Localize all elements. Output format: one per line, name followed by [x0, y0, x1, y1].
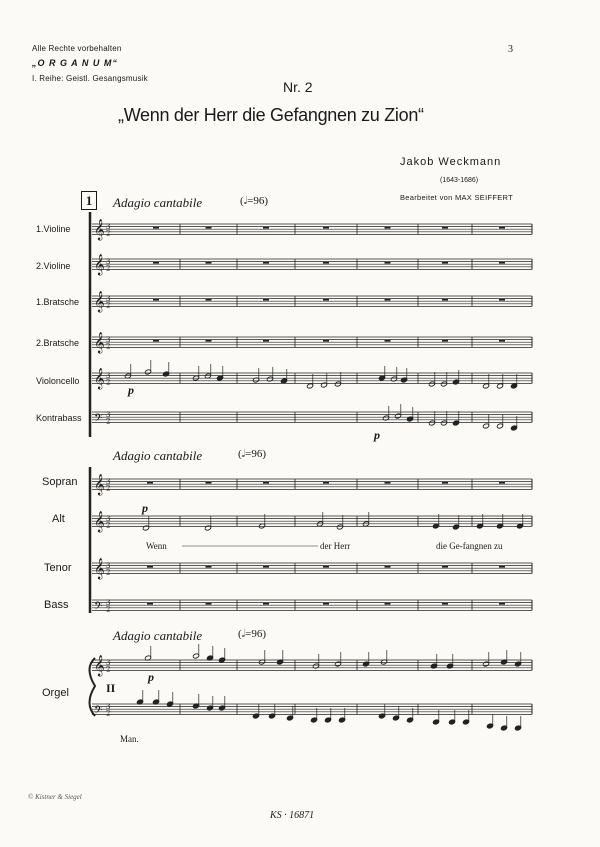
time-signature: 2 — [106, 378, 111, 387]
time-signature: 2 — [106, 417, 111, 426]
whole-rest — [442, 603, 448, 605]
instrument-cello: Violoncello — [36, 376, 80, 386]
composer-lifespan: (1643-1686) — [440, 177, 479, 184]
time-signature: 2 — [106, 521, 111, 530]
whole-rest — [499, 227, 505, 229]
treble-clef: 𝄞 — [94, 254, 105, 276]
series-name: „O R G A N U M“ — [32, 58, 118, 68]
whole-rest — [323, 566, 329, 568]
voice-bass: Bass — [44, 599, 69, 611]
voice-tenor: Tenor — [44, 562, 72, 574]
whole-rest — [206, 227, 212, 229]
metronome-choir: (𝅗𝅥=96) — [238, 448, 267, 460]
instrument-viola-2: 2.Bratsche — [36, 338, 80, 348]
whole-rest — [323, 340, 329, 342]
time-signature: 3 — [106, 258, 111, 266]
time-signature: 3 — [106, 223, 111, 231]
whole-rest — [263, 299, 269, 301]
piece-title: „Wenn der Herr die Gefangnen zu Zion“ — [118, 105, 424, 125]
time-signature: 2 — [106, 709, 111, 718]
whole-rest — [385, 340, 391, 342]
whole-rest — [442, 340, 448, 342]
voice-alto: Alt — [52, 513, 65, 525]
time-signature: 2 — [106, 568, 111, 577]
whole-rest — [206, 340, 212, 342]
whole-rest — [153, 299, 159, 301]
whole-rest — [442, 227, 448, 229]
whole-rest — [206, 482, 212, 484]
tempo-choir: Adagio cantabile — [113, 448, 203, 463]
instrument-violin-2: 2.Violine — [36, 261, 71, 271]
time-signature: 3 — [106, 295, 111, 303]
rehearsal-mark: 1 — [81, 191, 97, 210]
whole-rest — [153, 227, 159, 229]
treble-clef: 𝄞 — [94, 291, 105, 313]
whole-rest — [442, 482, 448, 484]
treble-clef: 𝄞 — [94, 511, 105, 533]
whole-rest — [206, 603, 212, 605]
whole-rest — [263, 262, 269, 264]
whole-rest — [147, 482, 153, 484]
instrument-organ: Orgel — [42, 687, 69, 699]
whole-rest — [499, 262, 505, 264]
instrument-viola-1: 1.Bratsche — [36, 297, 80, 307]
dynamic-alt: p — [142, 501, 148, 515]
whole-rest — [499, 482, 505, 484]
dynamic-organ: p — [148, 670, 154, 684]
treble-clef: 𝄞 — [94, 332, 105, 354]
whole-rest — [263, 603, 269, 605]
catalog-number: KS · 16871 — [270, 810, 315, 821]
whole-rest — [499, 340, 505, 342]
tempo-strings: Adagio cantabile — [113, 195, 203, 210]
treble-clef: 𝄞 — [94, 474, 105, 496]
whole-rest — [499, 603, 505, 605]
voice-soprano: Sopran — [42, 476, 78, 488]
time-signature: 2 — [106, 484, 111, 493]
treble-clef: 𝄞 — [94, 219, 105, 241]
whole-rest — [206, 299, 212, 301]
instrument-double-bass: Kontrabass — [36, 413, 82, 423]
treble-clef: 𝄞 — [94, 558, 105, 580]
whole-rest — [323, 603, 329, 605]
whole-rest — [263, 566, 269, 568]
time-signature: 3 — [106, 411, 111, 419]
page-number: 3 — [508, 44, 513, 55]
time-signature: 3 — [106, 599, 111, 607]
piece-number: Nr. 2 — [283, 79, 313, 95]
whole-rest — [385, 482, 391, 484]
whole-rest — [206, 262, 212, 264]
instrument-violin-1: 1.Violine — [36, 224, 71, 234]
subseries-name: I. Reihe: Geistl. Gesangsmusik — [32, 74, 148, 83]
dynamic-bass: p — [374, 428, 380, 442]
whole-rest — [153, 262, 159, 264]
time-signature: 2 — [106, 665, 111, 674]
time-signature: 3 — [106, 515, 111, 523]
time-signature: 3 — [106, 659, 111, 667]
time-signature: 2 — [106, 342, 111, 351]
tempo-organ: Adagio cantabile — [113, 628, 203, 643]
organ-bottom-label: Man. — [120, 734, 139, 744]
whole-rest — [442, 566, 448, 568]
whole-rest — [147, 603, 153, 605]
whole-rest — [385, 566, 391, 568]
treble-clef: 𝄞 — [94, 655, 105, 677]
time-signature: 3 — [106, 562, 111, 570]
composer-name: Jakob Weckmann — [400, 156, 502, 168]
lyric-2: der Herr — [320, 541, 351, 551]
whole-rest — [385, 262, 391, 264]
time-signature: 2 — [106, 605, 111, 614]
whole-rest — [147, 566, 153, 568]
whole-rest — [385, 299, 391, 301]
time-signature: 2 — [106, 301, 111, 310]
whole-rest — [499, 299, 505, 301]
whole-rest — [263, 340, 269, 342]
time-signature: 3 — [106, 703, 111, 711]
time-signature: 2 — [106, 229, 111, 238]
bass-clef: 𝄢 — [94, 412, 103, 428]
whole-rest — [442, 262, 448, 264]
bass-clef: 𝄢 — [94, 704, 103, 720]
whole-rest — [499, 566, 505, 568]
dynamic-cello: p — [128, 383, 134, 397]
whole-rest — [263, 227, 269, 229]
whole-rest — [323, 482, 329, 484]
lyric-3: die Ge-fangnen zu — [436, 541, 503, 551]
whole-rest — [323, 227, 329, 229]
time-signature: 3 — [106, 336, 111, 344]
whole-rest — [323, 262, 329, 264]
metronome-organ: (𝅗𝅥=96) — [238, 628, 267, 640]
copyright-notice: © Kistner & Siegel — [28, 793, 82, 801]
whole-rest — [385, 603, 391, 605]
organ-manual-mark: II — [106, 681, 116, 695]
arranger-credit: Bearbeitet von MAX SEIFFERT — [400, 193, 514, 202]
time-signature: 3 — [106, 478, 111, 486]
whole-rest — [206, 566, 212, 568]
whole-rest — [385, 227, 391, 229]
rights-notice: Alle Rechte vorbehalten — [32, 44, 122, 53]
metronome-strings: (𝅗𝅥=96) — [240, 195, 269, 207]
whole-rest — [323, 299, 329, 301]
lyric-1: Wenn — [146, 541, 167, 551]
time-signature: 3 — [106, 372, 111, 380]
whole-rest — [263, 482, 269, 484]
whole-rest — [153, 340, 159, 342]
whole-rest — [442, 299, 448, 301]
time-signature: 2 — [106, 264, 111, 273]
bass-clef: 𝄢 — [94, 600, 103, 616]
treble-clef: 𝄞 — [94, 368, 105, 390]
